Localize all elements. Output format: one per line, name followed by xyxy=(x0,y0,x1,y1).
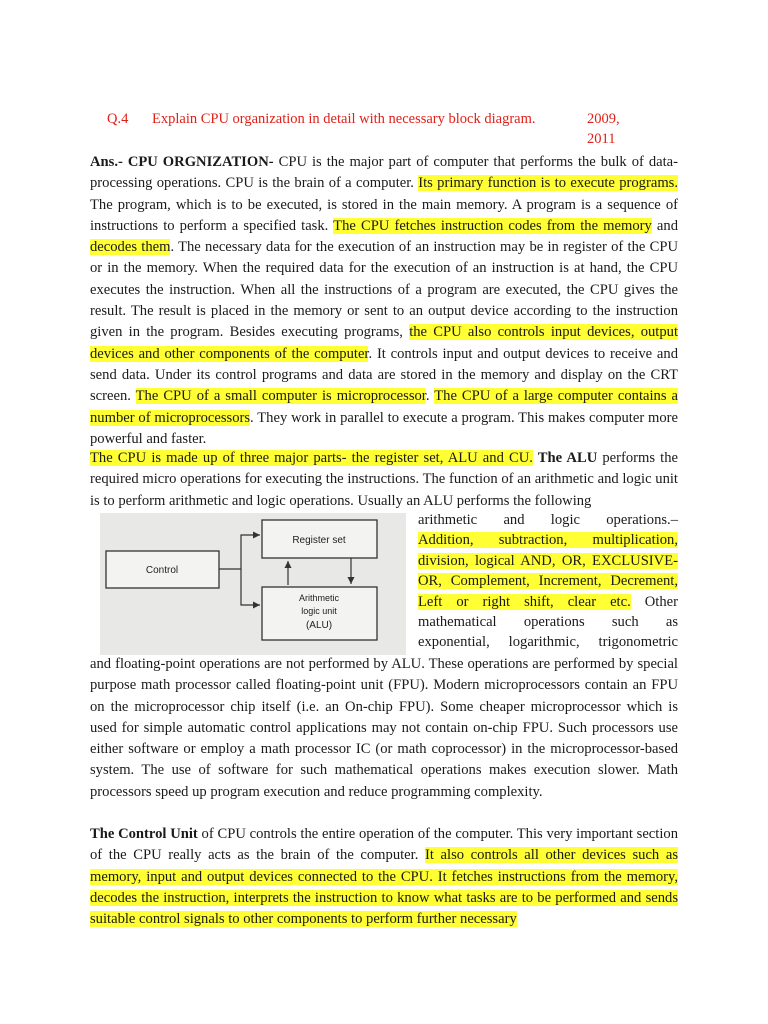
p1-text-1: CPU is the major part of computer that performs the bulk of data-processing operations. CPU is the brain of a computer. xyxy=(90,154,678,192)
col-text-other: Other xyxy=(630,593,678,610)
col-line-1: arithmetic and logic operations.– xyxy=(418,512,678,528)
p1-text-2: The program, which is to be executed, is stored in the main memory. A program is a sequence of instructions to perform a specified task. xyxy=(90,196,678,234)
alu-label-line-1: Arithmetic xyxy=(298,593,340,603)
paragraph-control-unit xyxy=(90,824,678,930)
col-line-3 xyxy=(418,551,678,571)
p1-highlight-6: The CPU of a large computer contains a number of microprocessors xyxy=(90,388,678,426)
p1-highlight-4: the CPU also controls input devices, output devices and other components of the computer xyxy=(90,324,679,362)
question-years xyxy=(587,109,647,149)
p2-text-1: performs the required micro operations for executing the instructions. The function of an arithmetic and logic unit is to perform arithmetic and logic operations. Usually an ALU performs the following xyxy=(90,450,678,509)
control-label: Control xyxy=(145,565,179,576)
control-unit-heading: The Control Unit xyxy=(90,826,198,842)
cpu-block-diagram-svg xyxy=(100,513,406,655)
cpu-block-diagram xyxy=(100,513,406,655)
arrow-control-to-register xyxy=(241,535,260,553)
p1-text-7: . They work in parallel to execute a program. This makes computer more powerful and faster. xyxy=(90,409,678,447)
p3-highlight-1: It also controls all other devices such as memory, input and output devices connected to the CPU. It fetches instructions from the memory, decodes the instruction, interprets the instruction to know what tasks are to be performed and sends suitable control signals to other components to perform further necessary xyxy=(90,847,678,928)
alu-label-line-3: (ALU) xyxy=(305,620,333,631)
col-line-5 xyxy=(418,592,678,612)
p1-highlight-5: The CPU of a small computer is microprocessor xyxy=(135,388,426,405)
col-line-6: mathematical operations such as xyxy=(418,614,678,631)
col-line-4 xyxy=(418,571,678,591)
p1-highlight-2: The CPU fetches instruction codes from the memory xyxy=(333,217,652,234)
alu-operations-column xyxy=(418,510,678,653)
p1-text-4: . The necessary data for the execution of an instruction may be in register of the CPU or in the memory. When the required data for the execution of an instruction is at hand, the CPU executes the instruction. When all the instructions of a program are executed, the CPU gives the result. The result is placed in the memory or sent to an output device according to the instruction given in the program. Besides executing programs, xyxy=(90,239,678,341)
col-highlight-1: Addition, subtraction, multiplication, xyxy=(418,532,678,549)
alu-heading: The ALU xyxy=(532,450,598,466)
p3-text-1: of CPU controls the entire operation of the computer. This very important section of the CPU really acts as the brain of the computer. xyxy=(90,826,678,864)
register-set-label: Register set xyxy=(292,535,346,546)
col-highlight-3: OR, Complement, Increment, Decrement, xyxy=(418,573,678,590)
question-year-1: 2009, xyxy=(587,111,620,127)
col-highlight-4: Left or right shift, clear etc. xyxy=(418,593,631,610)
p1-text-5: . It controls input and output devices to receive and send data. Under its control programs and data are stored in the memory and display on the CRT screen. xyxy=(90,345,678,405)
answer-label: Ans.- CPU ORGNIZATION- xyxy=(90,154,274,170)
col-line-7: exponential, logarithmic, trigonometric xyxy=(418,634,678,651)
p1-highlight-1: Its primary function is to execute programs. xyxy=(418,175,678,192)
p1-text-3: and xyxy=(651,217,678,234)
col-highlight-2: division, logical AND, OR, EXCLUSIVE- xyxy=(418,552,678,569)
p1-text-6: . xyxy=(425,388,435,405)
arrow-control-to-alu xyxy=(241,569,260,605)
paragraph-fpu: and floating-point operations are not performed by ALU. These operations are performed by special purpose math processor called floating-point unit (FPU). Modern microprocessors contain an FPU on the microprocessor chip itself (i.e. an On-chip FPU). Some cheaper microprocessor which is used for simple automatic control applications may not contain on-chip FPU. Such processors use either software or employ a math processor IC (or math coprocessor) in the microprocessor-based system. The use of software for such mathematical operations makes execution slower. Math processors speed up program execution and reduce programming complexity. xyxy=(90,656,678,800)
col-line-2 xyxy=(418,530,678,550)
question-year-2: 2011 xyxy=(587,131,616,147)
paragraph-cpu-organization xyxy=(90,152,678,450)
p1-highlight-3: decodes them xyxy=(90,239,171,256)
question-number: Q.4 xyxy=(107,111,129,127)
paragraph-alu xyxy=(90,448,678,512)
alu-label-line-2: logic unit xyxy=(301,606,337,616)
p2-highlight-1: The CPU is made up of three major parts- the register set, ALU and CU. xyxy=(90,450,533,466)
question-text: Explain CPU organization in detail with necessary block diagram. xyxy=(152,111,536,127)
arrow-control-stem xyxy=(219,553,241,569)
